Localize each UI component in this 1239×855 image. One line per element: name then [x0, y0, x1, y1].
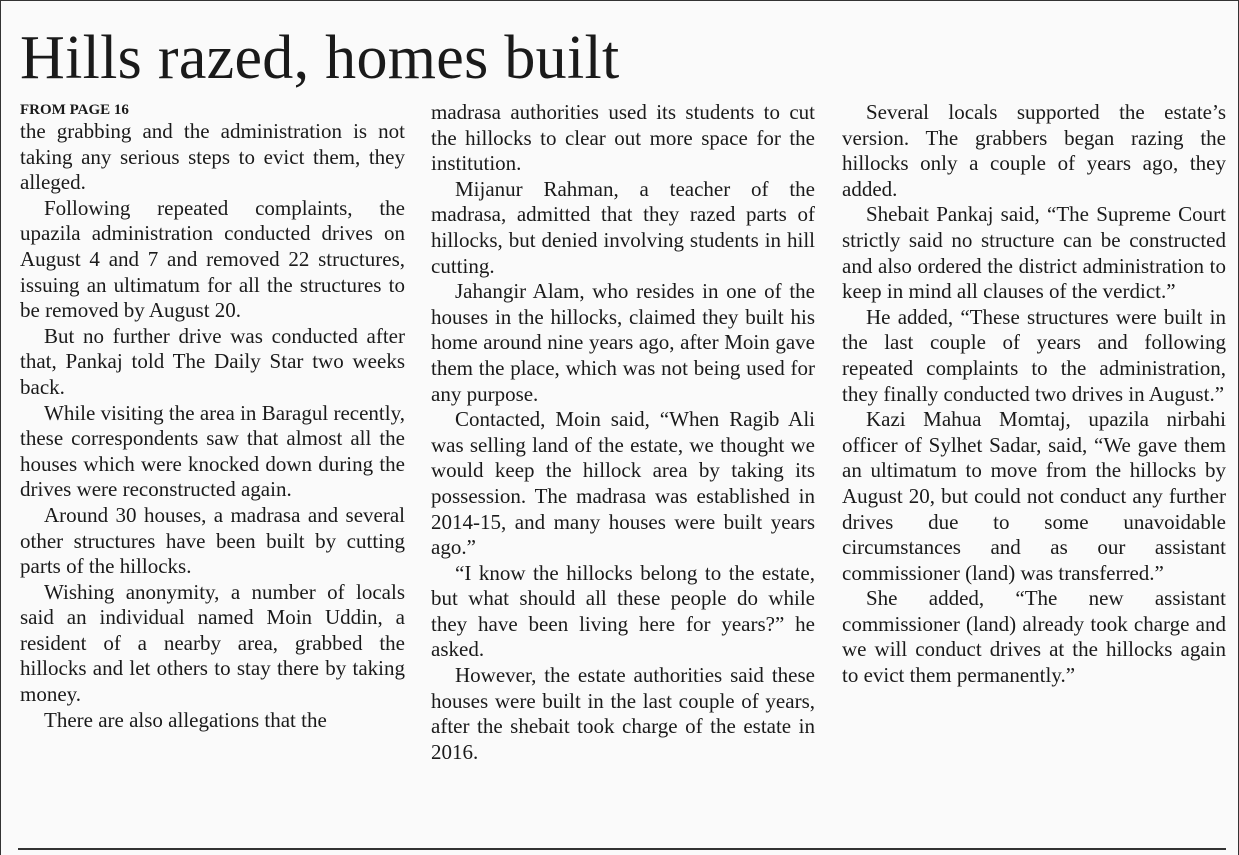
paragraph: Around 30 houses, a madrasa and several other structures have been built by cutting parts of the hillocks. — [20, 502, 405, 579]
headline: Hills razed, homes built — [20, 24, 620, 92]
column-2 — [431, 100, 815, 765]
paragraph: There are also allegations that the — [44, 707, 327, 732]
paragraph: Mijanur Rahman, a teacher of the madrasa, admitted that they razed parts of hillocks, but denied involving students in hill cutting. — [431, 176, 815, 278]
paragraph: But no further drive was conducted after that, Pankaj told The Daily Star two weeks back. — [20, 323, 405, 399]
top-border — [0, 0, 1239, 1]
paragraph: Contacted, Moin said, “When Ragib Ali was selling land of the estate, we thought we would keep the hillock area by taking its possession. The madrasa was established in 2014-15, and many houses were built years ago.” — [431, 407, 815, 560]
paragraph: madrasa authorities used its students to cut the hillocks to clear out more space for the institution. — [431, 100, 815, 176]
bottom-rule — [18, 848, 1226, 850]
column-3 — [842, 100, 1226, 689]
paragraph: She added, “The new assistant commissioner (land) already took charge and we will conduct drives at the hillocks again to evict them permanently.” — [842, 586, 1226, 688]
paragraph: Kazi Mahua Momtaj, upazila nirbahi officer of Sylhet Sadar, said, “We gave them an ultimatum to move from the hillocks by August 20, but could not conduct any further drives due to some unavoidable circumstances and as our assistant commissioner (land) was transferred.” — [842, 407, 1226, 585]
paragraph: He added, “These structures were built in the last couple of years and following repeated complaints to the administration, they finally conducted two drives in August.” — [842, 304, 1226, 406]
paragraph: Shebait Pankaj said, “The Supreme Court strictly said no structure can be constructed and also ordered the district administration to keep in mind all clauses of the verdict.” — [842, 202, 1226, 304]
paragraph: Several locals supported the estate’s version. The grabbers began razing the hillocks only a couple of years ago, they added. — [842, 100, 1226, 201]
continuation-kicker: FROM PAGE 16 — [20, 102, 129, 118]
paragraph: While visiting the area in Baragul recently, these correspondents saw that almost all the houses which were knocked down during the drives were reconstructed again. — [20, 400, 405, 502]
paragraph: Jahangir Alam, who resides in one of the houses in the hillocks, claimed they built his home around nine years ago, after Moin gave them the place, which was not being used for any purpose. — [431, 279, 815, 406]
paragraph: Wishing anonymity, a number of locals said an individual named Moin Uddin, a resident of a nearby area, grabbed the hillocks and let others to stay there by taking money. — [20, 579, 405, 707]
paragraph: the grabbing and the administration is not taking any serious steps to evict them, they alleged. — [20, 119, 405, 195]
paragraph: However, the estate authorities said these houses were built in the last couple of years, after the shebait took charge of the estate in 2016. — [431, 663, 815, 764]
paragraph: “I know the hillocks belong to the estate, but what should all these people do while they have been living here for years?” he asked. — [431, 560, 815, 662]
paragraph: Following repeated complaints, the upazila administration conducted drives on August 4 and 7 and removed 22 structures, issuing an ultimatum for all the structures to be removed by August 20. — [20, 195, 405, 323]
left-border — [0, 0, 1, 855]
column-1 — [20, 100, 405, 733]
